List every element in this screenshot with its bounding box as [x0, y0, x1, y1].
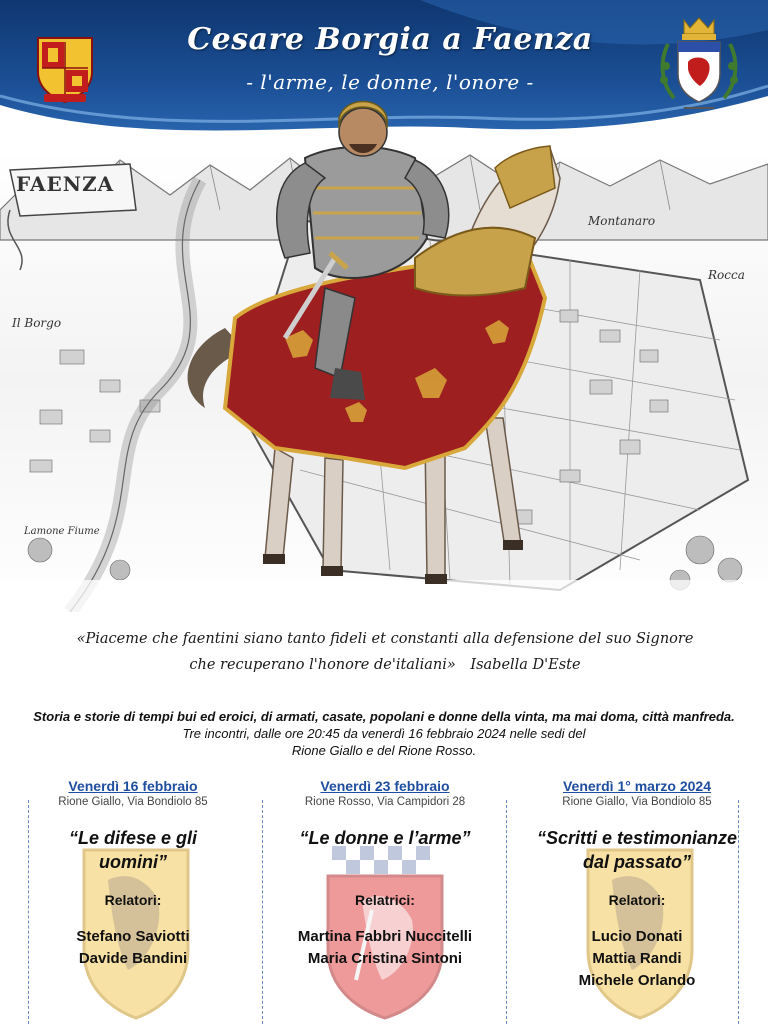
event-title-line-1: “Scritti e testimonianze: [536, 828, 738, 848]
speakers-list: [512, 926, 762, 992]
event-date-link[interactable]: Venerdì 16 febbraio: [68, 778, 198, 794]
speaker-name: Mattia Randi: [592, 950, 682, 967]
map-label-lamone: Lamone Fiume: [24, 526, 100, 537]
intro-line-3: Rione Giallo e del Rione Rosso.: [291, 743, 477, 758]
historical-quote: [60, 626, 710, 678]
speaker-name: Stefano Saviotti: [76, 928, 190, 945]
speakers-list: [260, 926, 510, 970]
speaker-name: Lucio Donati: [591, 928, 683, 945]
event-card-2: [260, 776, 510, 1024]
map-label-faenza: FAENZA: [16, 172, 115, 196]
rione-giallo-crest-icon: [34, 32, 96, 104]
map-label-rocca: Rocca: [708, 268, 745, 282]
intro-text: [24, 708, 744, 759]
event-date-link[interactable]: Venerdì 1° marzo 2024: [562, 778, 711, 794]
event-title-line-1: “Le donne e l’arme”: [299, 828, 471, 848]
event-title-line-2: dal passato”: [582, 852, 692, 872]
speakers-role-label: Relatori:: [104, 892, 162, 908]
quote-author: Isabella D'Este: [470, 657, 581, 673]
speakers-role-label: Relatori:: [608, 892, 666, 908]
speaker-name: Martina Fabbri Nuccitelli: [297, 928, 473, 945]
speakers-list: [8, 926, 258, 970]
event-title: [512, 826, 762, 874]
event-date-link[interactable]: Venerdì 23 febbraio: [320, 778, 450, 794]
event-place: Rione Giallo, Via Bondiolo 85: [58, 796, 208, 808]
quote-line-2: che recuperano l'honore de'italiani»: [189, 657, 456, 673]
speaker-name: Michele Orlando: [578, 972, 696, 989]
faenza-city-crest-icon: [654, 16, 744, 120]
page-subtitle: - l'arme, le donne, l'onore -: [246, 70, 534, 94]
quote-line-1: «Piaceme che faentini siano tanto fideli et constanti alla defensione del suo Signore: [76, 631, 694, 647]
event-title: [8, 826, 258, 874]
intro-bold: Storia e storie di tempi bui ed eroici, di armati, casate, popolani e donne della vinta, ma mai doma, città manfreda.: [33, 709, 735, 724]
map-label-borgo: Il Borgo: [12, 316, 62, 330]
page-title: Cesare Borgia a Faenza: [187, 22, 593, 57]
speaker-name: Davide Bandini: [78, 950, 188, 967]
intro-line-2: Tre incontri, dalle ore 20:45 da venerdì 16 febbraio 2024 nelle sedi del: [182, 726, 586, 741]
knight-on-horse-illustration: [165, 88, 565, 598]
speaker-name: Maria Cristina Sintoni: [307, 950, 463, 967]
event-card-1: [8, 776, 258, 1024]
event-title-line-2: uomini”: [99, 852, 167, 872]
event-title: [260, 826, 510, 850]
event-title-line-1: “Le difese e gli: [68, 828, 198, 848]
event-place: Rione Giallo, Via Bondiolo 85: [562, 796, 712, 808]
event-card-3: [512, 776, 762, 1024]
map-label-montanaro: Montanaro: [588, 214, 656, 228]
event-place: Rione Rosso, Via Campidori 28: [304, 796, 466, 808]
speakers-role-label: Relatrici:: [355, 892, 415, 908]
